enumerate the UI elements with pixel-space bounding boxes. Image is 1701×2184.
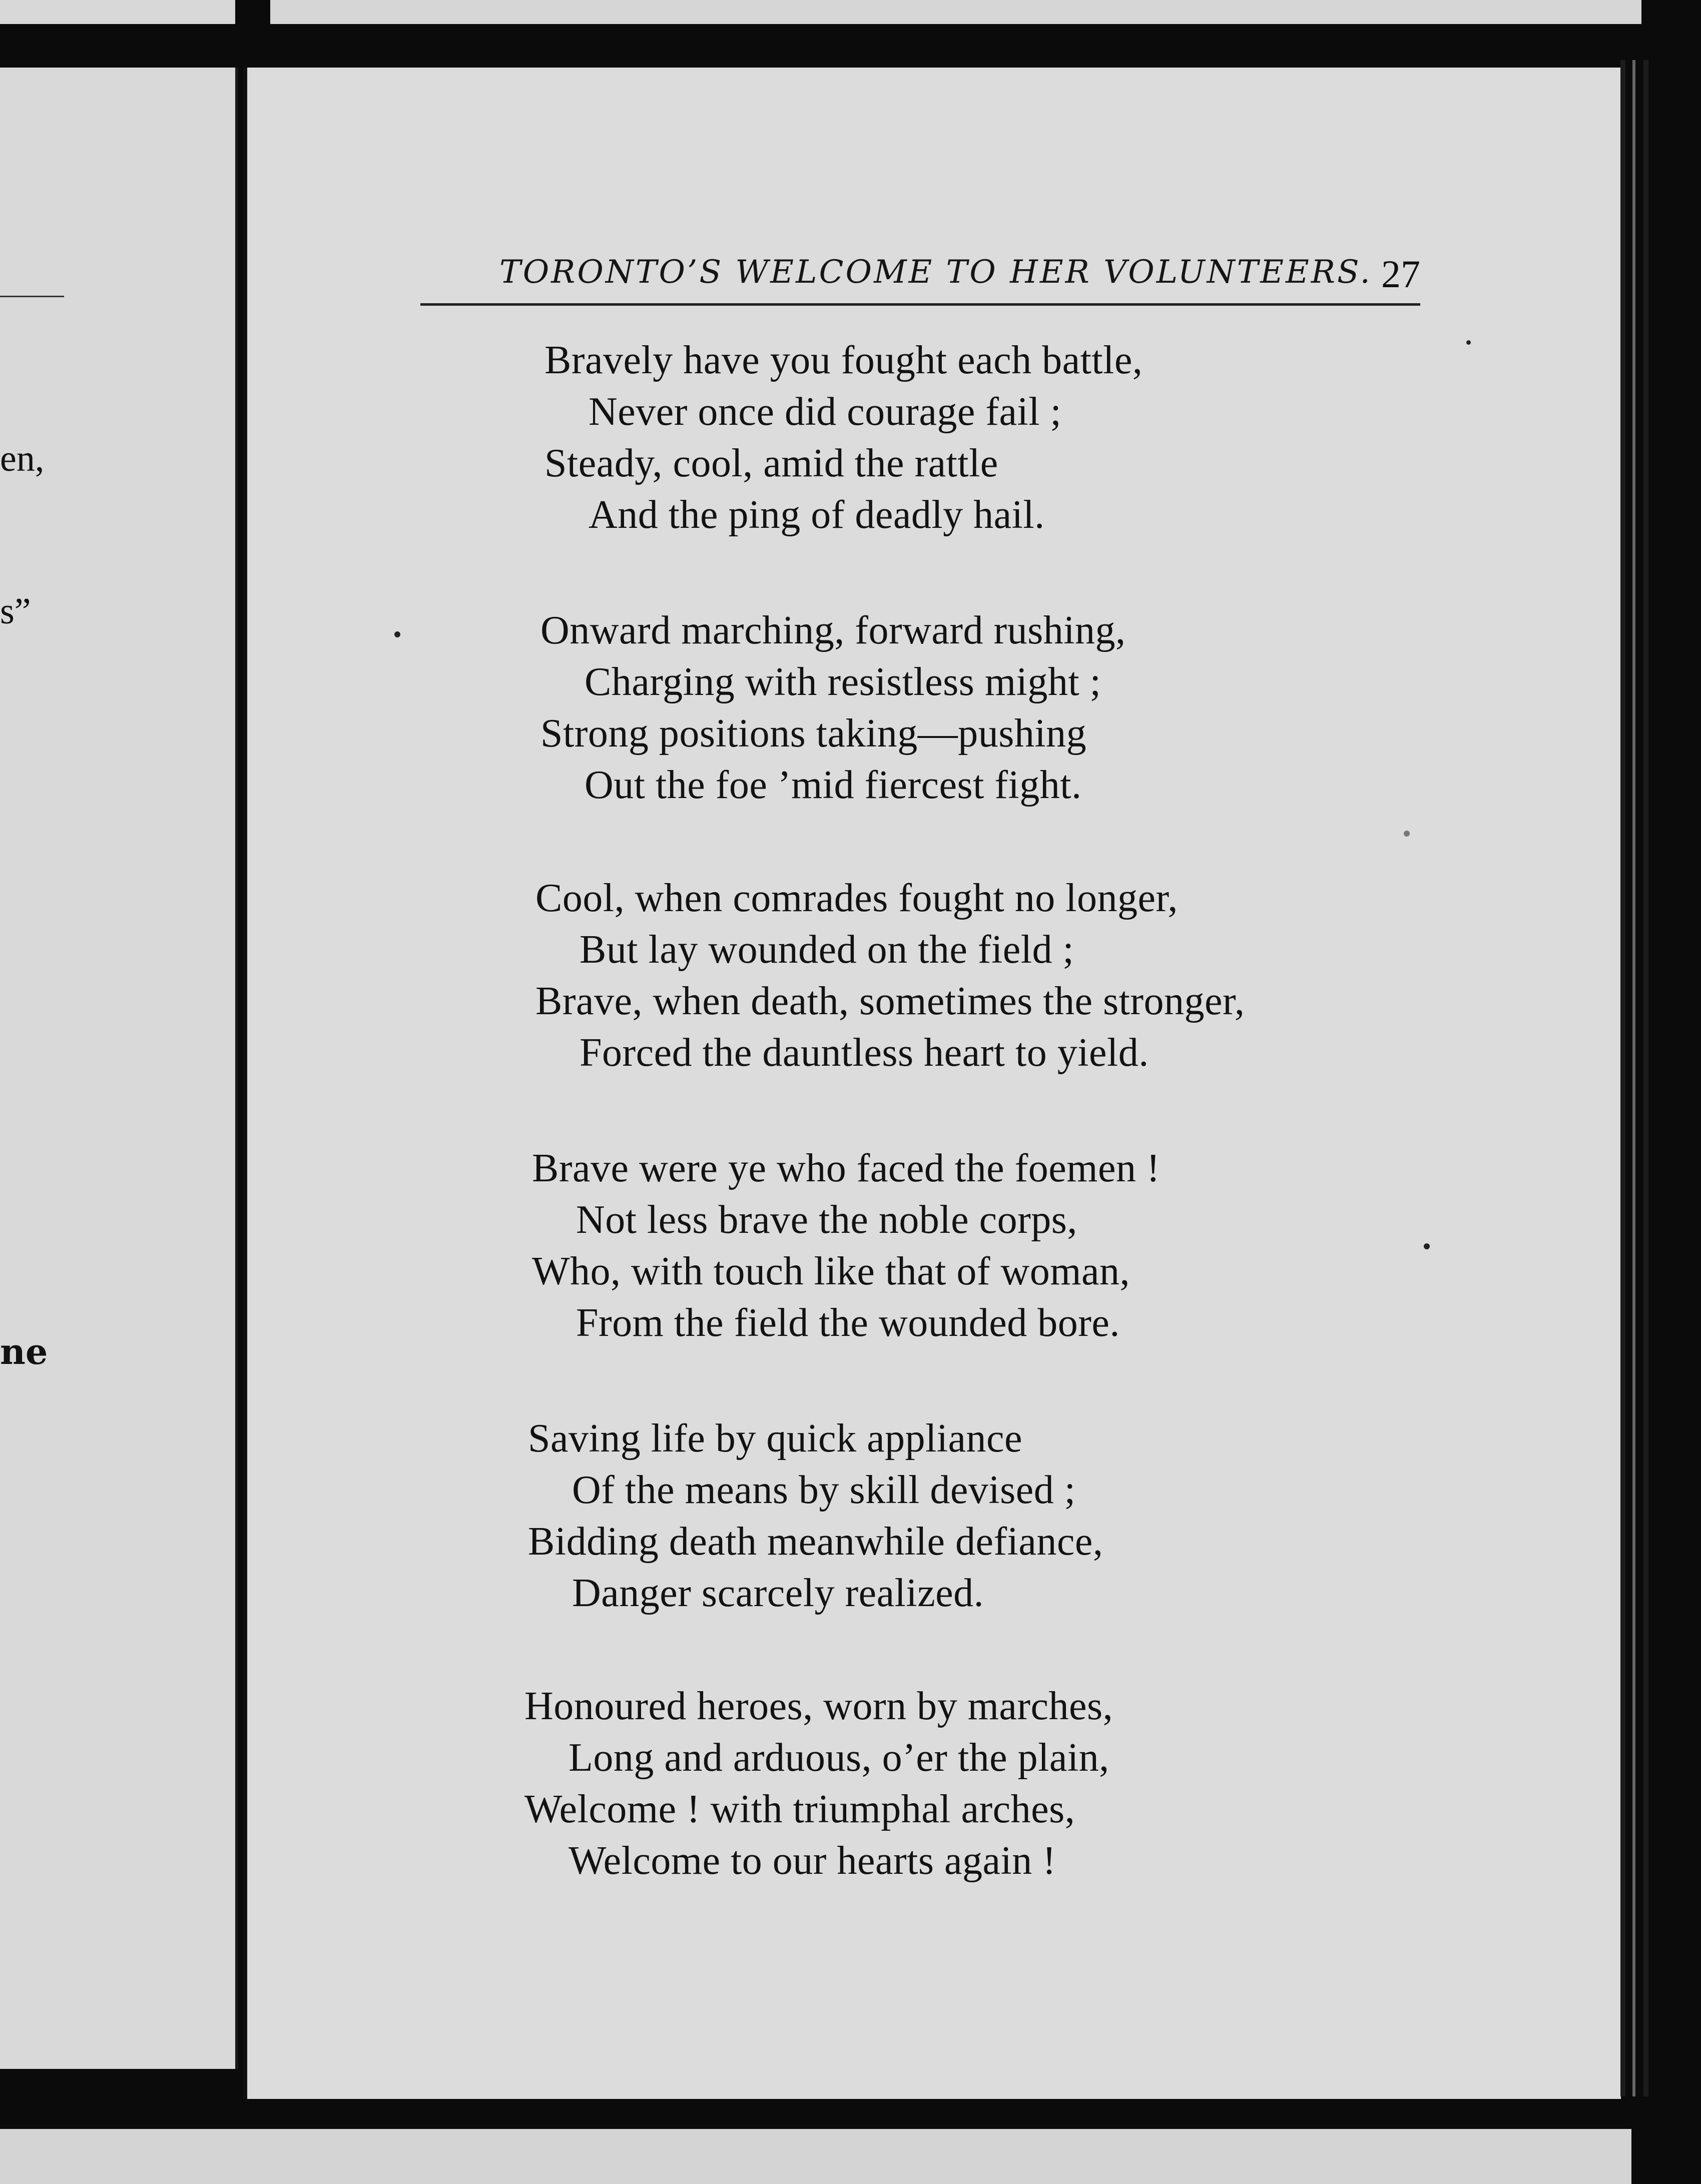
page-number: 27 <box>1381 252 1420 296</box>
ink-speck <box>1404 831 1410 837</box>
page-edge-line <box>1643 60 1648 2096</box>
facing-page-fragment: s” <box>0 591 31 632</box>
poem-line: Brave were ye who faced the foemen ! <box>532 1146 1161 1190</box>
header-rule <box>420 303 1420 306</box>
poem-line: Charging with resistless might ; <box>585 660 1101 704</box>
adjacent-page-top-left <box>0 0 235 24</box>
poem-line: Bravely have you fought each battle, <box>544 338 1143 382</box>
poem-line: Strong positions taking—pushing <box>540 711 1087 756</box>
ink-speck <box>1424 1243 1430 1249</box>
adjacent-page-bottom <box>0 2129 1631 2184</box>
poem-line: Honoured heroes, worn by marches, <box>524 1684 1113 1728</box>
facing-page-edge <box>0 68 238 2069</box>
page-edge-line <box>1632 60 1635 2096</box>
adjacent-page-top-right <box>270 0 1641 24</box>
poem-line: Out the foe ’mid fiercest fight. <box>585 763 1082 807</box>
poem-line: Welcome ! with triumphal arches, <box>524 1787 1075 1831</box>
poem-line: From the field the wounded bore. <box>576 1301 1120 1345</box>
page-edge-line <box>1620 60 1625 2096</box>
ink-speck <box>1466 340 1471 345</box>
poem-line: Forced the dauntless heart to yield. <box>580 1031 1149 1075</box>
poem-line: Never once did courage fail ; <box>589 390 1062 434</box>
poem-line: Onward marching, forward rushing, <box>540 608 1126 652</box>
poem-line: Saving life by quick appliance <box>528 1416 1023 1461</box>
poem-line: Welcome to our hearts again ! <box>569 1839 1056 1883</box>
poem-line: Who, with touch like that of woman, <box>532 1249 1130 1293</box>
poem-line: Not less brave the noble corps, <box>576 1198 1077 1242</box>
ink-speck <box>394 631 400 637</box>
poem-line: And the ping of deadly hail. <box>589 493 1045 537</box>
poem-line: Cool, when comrades fought no longer, <box>535 876 1178 920</box>
poem-line: Brave, when death, sometimes the stronger, <box>535 979 1245 1023</box>
running-head <box>499 254 1420 299</box>
poem-line: Long and arduous, o’er the plain, <box>569 1736 1109 1780</box>
running-title: TORONTO’S WELCOME TO HER VOLUNTEERS. <box>499 254 1372 291</box>
poem-line: Of the means by skill devised ; <box>572 1468 1076 1512</box>
poem-line: Steady, cool, amid the rattle <box>544 441 998 485</box>
facing-page-fragment: en, <box>0 438 45 479</box>
facing-page-fragment: ne <box>0 1331 48 1372</box>
poem-line: Bidding death meanwhile defiance, <box>528 1520 1103 1564</box>
facing-page-rule <box>0 296 64 297</box>
poem-line: Danger scarcely realized. <box>572 1571 984 1615</box>
poem-line: But lay wounded on the field ; <box>580 928 1074 972</box>
